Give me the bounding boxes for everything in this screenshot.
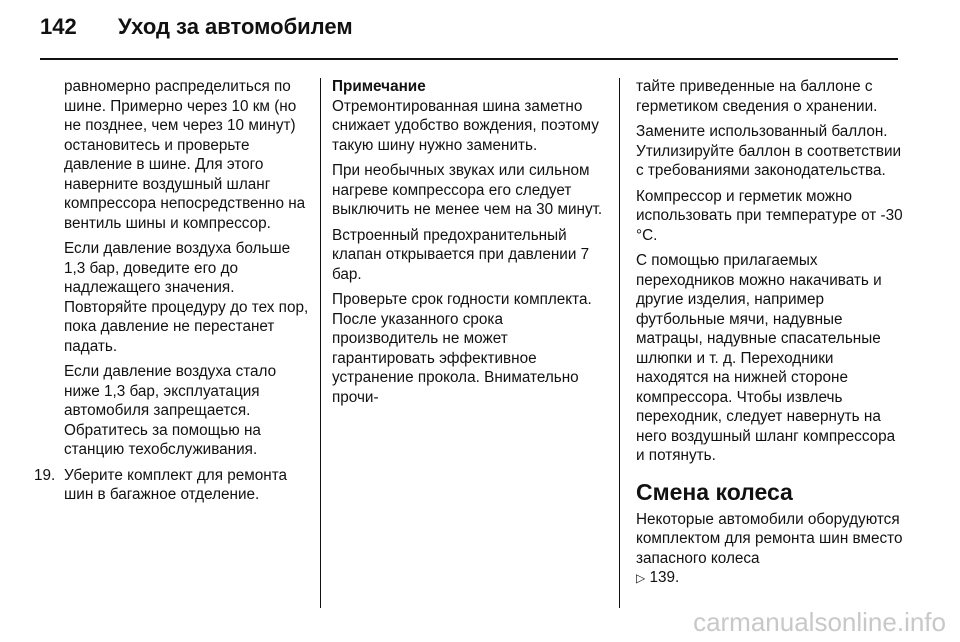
column-divider-2 bbox=[619, 78, 620, 608]
text-column-3 bbox=[636, 77, 904, 595]
paragraph: При необычных звуках или сильном нагреве компрессора его следует выключить не менее чем на 30 минут. bbox=[332, 162, 603, 218]
paragraph: Встроенный предохранительный клапан открывается при давлении 7 бар. bbox=[332, 226, 590, 283]
column-divider-1 bbox=[320, 78, 321, 608]
paragraph: равномерно распределиться по шине. Примерно через 10 км (но не позднее, чем через 10 минут) остановитесь и проверьте давление в шине. Для этого наверните воздушный шланг компрессора непосредственно на вентиль шины и компрессор. bbox=[64, 78, 306, 232]
page-reference-arrow-icon[interactable]: ▷ bbox=[636, 571, 646, 585]
paragraph: Замените использованный баллон. Утилизируйте баллон в соответствии с требованиями законодательства. bbox=[636, 123, 902, 179]
paragraph: С помощью прилагаемых переходников можно накачивать и другие изделия, например футбольные мячи, надувные матрацы, надувные спасательные шлюпки и т. д. Переходники находятся на нижней стороне компрессора. Чтобы извлечь переходник, следует навернуть на него воздушный шланг компрессора и потянуть. bbox=[636, 252, 896, 464]
step-number: 19. bbox=[34, 466, 56, 484]
page-title: Уход за автомобилем bbox=[118, 14, 353, 39]
section-heading: Смена колеса bbox=[636, 478, 793, 505]
page-number: 142 bbox=[40, 14, 77, 39]
paragraph: Отремонтированная шина заметно снижает удобство вождения, поэтому такую шину нужно заменить. bbox=[332, 97, 599, 154]
paragraph: тайте приведенные на баллоне с герметиком сведения о хранении. bbox=[636, 78, 878, 115]
note-block bbox=[332, 77, 604, 407]
numbered-step bbox=[34, 466, 312, 505]
paragraph: Компрессор и герметик можно использовать при температуре от -30 °C. bbox=[636, 187, 903, 244]
note-title: Примечание bbox=[332, 78, 426, 95]
header-divider bbox=[40, 58, 898, 60]
paragraph: Если давление воздуха больше 1,3 бар, доведите его до надлежащего значения. Повторяйте процедуру до тех пор, пока давление не перестанет падать. bbox=[64, 240, 309, 355]
text-column-1 bbox=[34, 77, 312, 505]
text-column-2 bbox=[332, 77, 604, 413]
step-text: Уберите комплект для ремонта шин в багажное отделение. bbox=[64, 466, 288, 503]
paragraph: Если давление воздуха стало ниже 1,3 бар, эксплуатация автомобиля запрещается. Обратитесь за помощью на станцию техобслуживания. bbox=[64, 363, 277, 458]
page-header bbox=[40, 14, 353, 48]
paragraph: Проверьте срок годности комплекта. После указанного срока производитель не может гарантировать эффективное устранение прокола. Внимательно прочи- bbox=[332, 291, 592, 406]
watermark: carmanualsonline.info bbox=[693, 607, 946, 637]
page-reference-link[interactable]: 139. bbox=[649, 569, 680, 586]
paragraph-text: Некоторые автомобили оборудуются комплектом для ремонта шин вместо запасного колеса bbox=[636, 510, 903, 567]
paragraph bbox=[636, 510, 904, 589]
